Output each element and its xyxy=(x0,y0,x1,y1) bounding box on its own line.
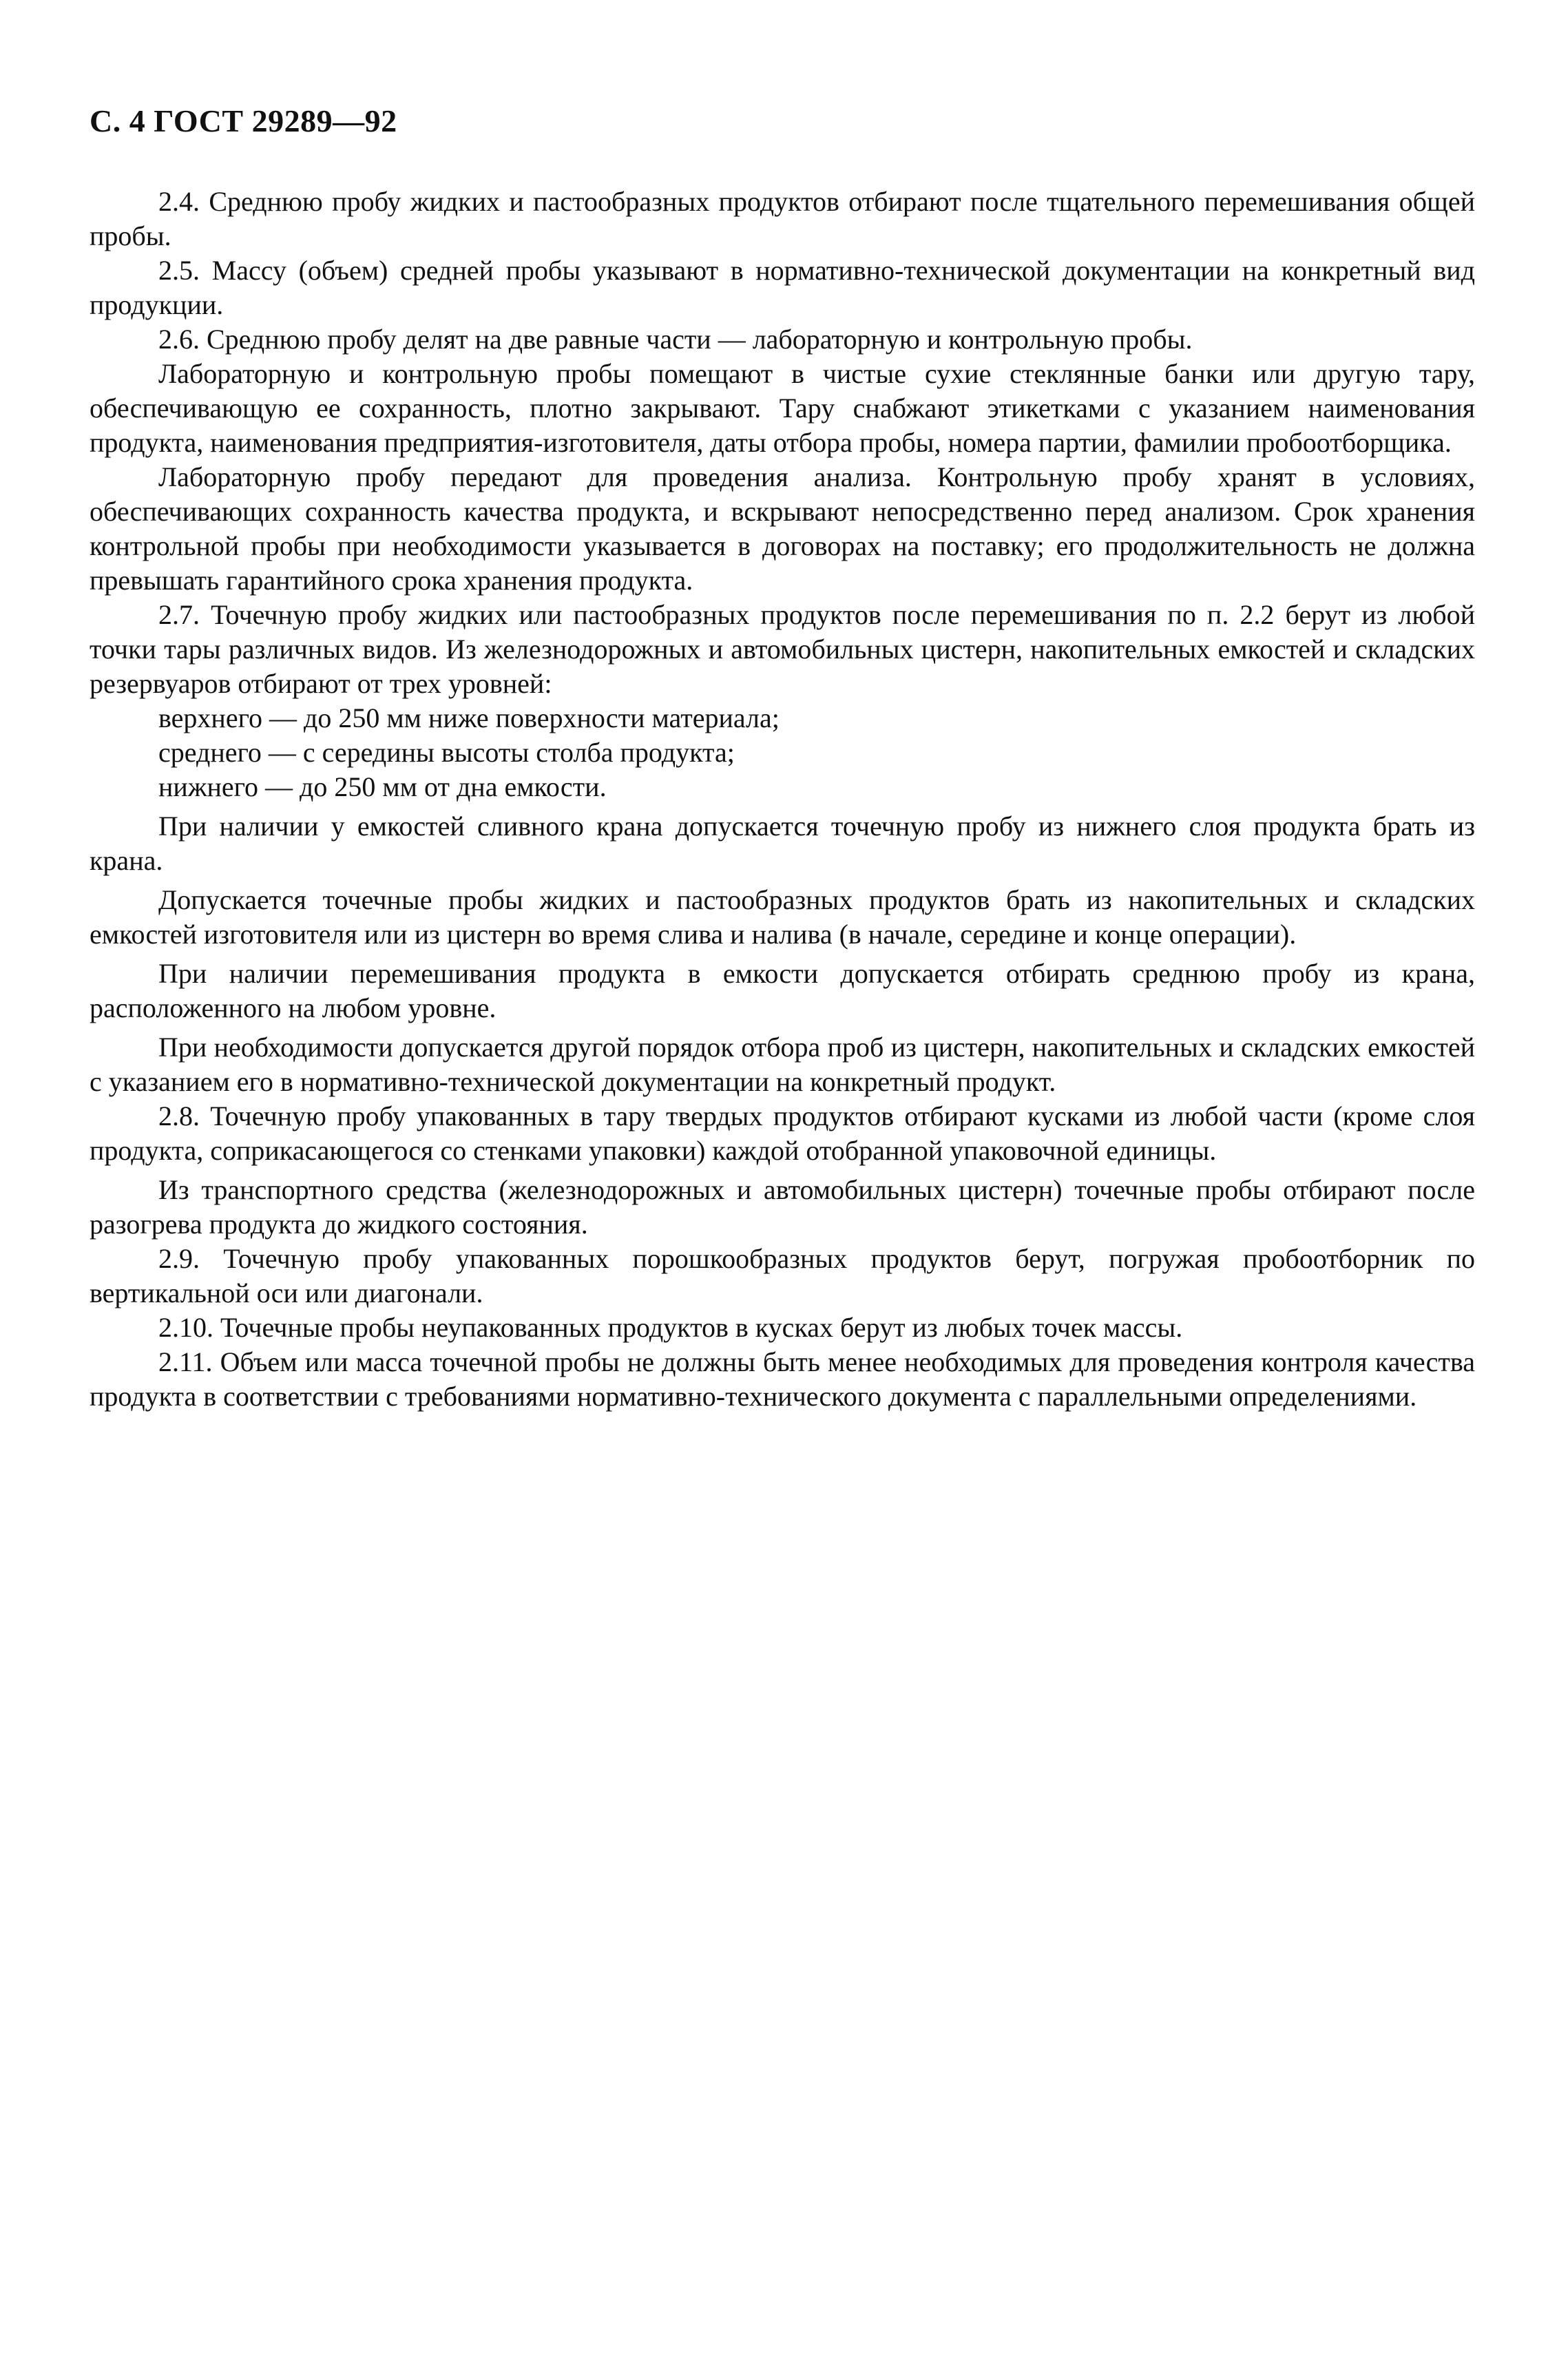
paragraph-other-procedure: При необходимости допускается другой порядок отбора проб из цистерн, накопительных и складских емкостей с указанием его в нормативно-технической документации на конкретный продукт. xyxy=(90,1032,1475,1097)
paragraph-sample-packaging: Лабораторную и контрольную пробы помещают в чистые сухие стеклянные банки или другую тару, обеспечивающую ее сохранность, плотно закрывают. Тару снабжают этикетками с указанием наименования продукта, наименования предприятия-изготовителя, даты отбора пробы, номера партии, фамилии пробоотборщика. xyxy=(90,358,1475,458)
paragraph-2-9: 2.9. Точечную пробу упакованных порошкообразных продуктов берут, погружая пробоотборник по вертикальной оси или диагонали. xyxy=(90,1243,1475,1308)
paragraph-2-7: 2.7. Точечную пробу жидких или пастообразных продуктов после перемешивания по п. 2.2 берут из любой точки тары различных видов. Из железнодорожных и автомобильных цистерн, накопительных емкостей и складских резервуаров отбирают от трех уровней: xyxy=(90,599,1475,699)
paragraph-drain-valve: При наличии у емкостей сливного крана допускается точечную пробу из нижнего слоя продукта брать из крана. xyxy=(90,811,1475,876)
paragraph-transport: Из транспортного средства (железнодорожных и автомобильных цистерн) точечные пробы отбирают после разогрева продукта до жидкого состояния. xyxy=(90,1174,1475,1240)
paragraph-storage-tanks: Допускается точечные пробы жидких и пастообразных продуктов брать из накопительных и складских емкостей изготовителя или из цистерн во время слива и налива (в начале, середине и конце операции). xyxy=(90,884,1475,950)
document-body xyxy=(90,185,1475,1414)
paragraph-2-4: 2.4. Среднюю пробу жидких и пастообразных продуктов отбирают после тщательного перемешивания общей пробы. xyxy=(90,186,1475,251)
paragraph-2-6: 2.6. Среднюю пробу делят на две равные части — лабораторную и контрольную пробы. xyxy=(158,324,1193,355)
level-middle: среднего — с середины высоты столба продукта; xyxy=(158,737,735,768)
level-lower: нижнего — до 250 мм от дна емкости. xyxy=(158,771,607,802)
level-upper: верхнего — до 250 мм ниже поверхности материала; xyxy=(158,702,780,733)
paragraph-2-5: 2.5. Массу (объем) средней пробы указывают в нормативно-технической документации на конкретный вид продукции. xyxy=(90,255,1475,320)
page-header: С. 4 ГОСТ 29289—92 xyxy=(90,103,397,138)
paragraph-2-11: 2.11. Объем или масса точечной пробы не должны быть менее необходимых для проведения контроля качества продукта в соответствии с требованиями нормативно-технического документа с параллельными определениями. xyxy=(90,1346,1475,1412)
paragraph-2-8: 2.8. Точечную пробу упакованных в тару твердых продуктов отбирают кусками из любой части (кроме слоя продукта, соприкасающегося со стенками упаковки) каждой отобранной упаковочной единицы. xyxy=(90,1100,1475,1166)
paragraph-mixing: При наличии перемешивания продукта в емкости допускается отбирать среднюю пробу из крана, расположенного на любом уровне. xyxy=(90,958,1475,1023)
paragraph-2-10: 2.10. Точечные пробы неупакованных продуктов в кусках берут из любых точек массы. xyxy=(158,1312,1183,1343)
paragraph-sample-storage: Лабораторную пробу передают для проведения анализа. Контрольную пробу хранят в условиях, обеспечивающих сохранность качества продукта, и вскрывают непосредственно перед анализом. Срок хранения контрольной пробы при необходимости указывается в договорах на поставку; его продолжительность не должна превышать гарантийного срока хранения продукта. xyxy=(90,461,1475,596)
